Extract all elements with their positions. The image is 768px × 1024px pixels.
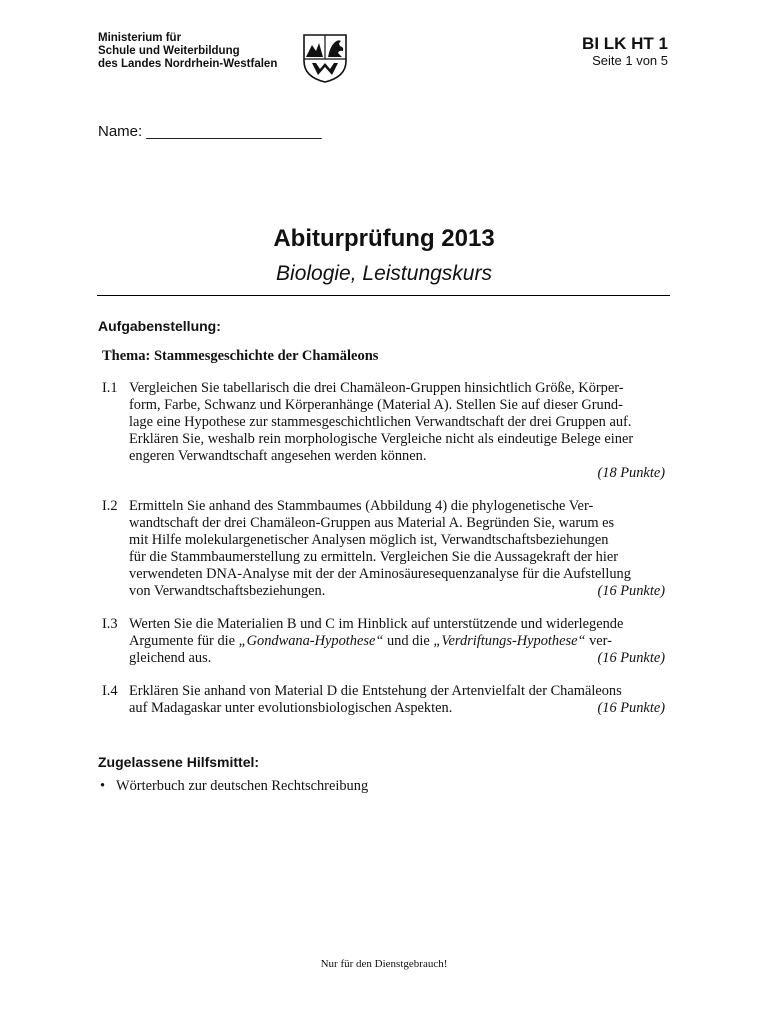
task-points: (18 Punkte) bbox=[597, 465, 665, 481]
task-line-part: Argumente für die bbox=[129, 633, 239, 649]
document-id bbox=[582, 34, 668, 68]
task-line: form, Farbe, Schwanz und Körperanhänge (Material A). Stellen Sie auf dieser Grund- bbox=[129, 397, 623, 413]
ministry-line: Schule und Weiterbildung bbox=[98, 45, 240, 57]
ministry-line: des Landes Nordrhein-Westfalen bbox=[98, 58, 278, 70]
task-line: von Verwandtschaftsbeziehungen. bbox=[129, 583, 326, 599]
title-divider bbox=[97, 295, 670, 296]
task-text bbox=[129, 380, 665, 482]
task-line: für die Stammbaumerstellung zu ermitteln. Vergleichen Sie die Aussagekraft der hier bbox=[129, 549, 619, 565]
task-line: Ermitteln Sie anhand des Stammbaumes (Abbildung 4) die phylogenetische Ver- bbox=[129, 498, 594, 514]
exam-title: Abiturprüfung 2013 bbox=[273, 225, 495, 252]
task-text bbox=[129, 683, 665, 717]
task-number: I.3 bbox=[102, 616, 118, 632]
footer-note: Nur für den Dienstgebrauch! bbox=[320, 958, 448, 970]
task-line: auf Madagaskar unter evolutionsbiologischen Aspekten. bbox=[129, 700, 453, 716]
task-line: gleichend aus. bbox=[129, 650, 212, 666]
task-line: mit Hilfe molekulargenetischer Analysen möglich ist, Verwandtschaftsbeziehungen bbox=[129, 532, 609, 548]
task-line: lage eine Hypothese zur stammesgeschichtlichen Verwandtschaft der drei Gruppen auf. bbox=[129, 414, 632, 430]
task-text bbox=[129, 498, 665, 600]
task-points: (16 Punkte) bbox=[597, 650, 665, 666]
hypothesis-name: „Verdriftungs-Hypothese“ bbox=[433, 633, 586, 649]
task-number: I.1 bbox=[102, 380, 118, 396]
task-text bbox=[129, 616, 665, 667]
task-heading: Aufgabenstellung: bbox=[98, 318, 221, 334]
theme-heading: Thema: Stammesgeschichte der Chamäleons bbox=[102, 348, 379, 364]
task-item bbox=[102, 683, 665, 717]
task-number: I.2 bbox=[102, 498, 118, 514]
task-item bbox=[102, 498, 665, 600]
task-line: wandtschaft der drei Chamäleon-Gruppen aus Material A. Begründen Sie, warum es bbox=[129, 515, 615, 531]
task-line: Erklären Sie anhand von Material D die Entstehung der Artenvielfalt der Chamäleons bbox=[129, 683, 622, 699]
page-number: Seite 1 von 5 bbox=[592, 53, 668, 68]
name-field: Name: _____________________ bbox=[98, 123, 322, 140]
nrw-coat-of-arms-icon bbox=[300, 33, 350, 83]
task-line: Werten Sie die Materialien B und C im Hinblick auf unterstützende und widerlegende bbox=[129, 616, 624, 632]
document-code: BI LK HT 1 bbox=[582, 34, 668, 53]
task-points: (16 Punkte) bbox=[597, 700, 665, 716]
task-item bbox=[102, 616, 665, 667]
task-line: engeren Verwandtschaft angesehen werden können. bbox=[129, 448, 427, 464]
aids-list bbox=[98, 778, 368, 795]
aid-label: Wörterbuch zur deutschen Rechtschreibung bbox=[116, 778, 369, 794]
task-line-part: ver- bbox=[585, 633, 612, 649]
task-item bbox=[102, 380, 665, 482]
exam-subtitle: Biologie, Leistungskurs bbox=[276, 262, 492, 285]
hypothesis-name: „Gondwana-Hypothese“ bbox=[238, 633, 384, 649]
list-item bbox=[98, 778, 368, 795]
task-points: (16 Punkte) bbox=[597, 583, 665, 599]
task-line: Erklären Sie, weshalb rein morphologische Vergleiche nicht als eindeutige Belege einer bbox=[129, 431, 634, 447]
task-line: verwendeten DNA-Analyse mit der der Aminosäuresequenzanalyse für die Aufstellung bbox=[129, 566, 631, 582]
bullet-icon: • bbox=[100, 778, 106, 794]
aids-heading: Zugelassene Hilfsmittel: bbox=[98, 754, 260, 770]
task-number: I.4 bbox=[102, 683, 118, 699]
ministry-line: Ministerium für bbox=[98, 32, 182, 44]
task-line: Vergleichen Sie tabellarisch die drei Chamäleon-Gruppen hinsichtlich Größe, Körper- bbox=[129, 380, 624, 396]
task-line bbox=[129, 633, 665, 650]
ministry-name bbox=[98, 32, 277, 71]
task-line-part: und die bbox=[383, 633, 434, 649]
